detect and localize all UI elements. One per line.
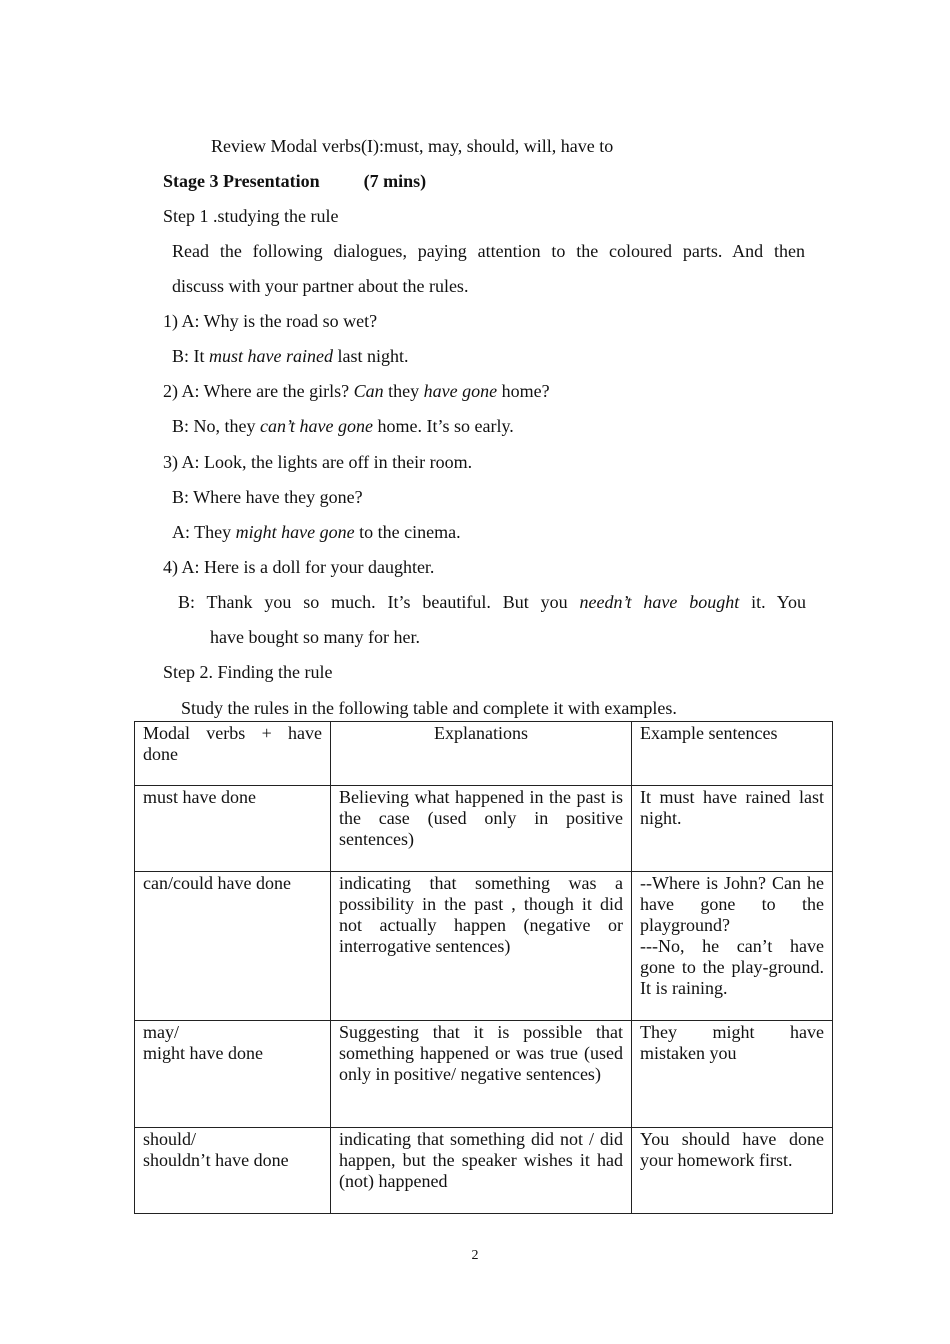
row-example — [632, 872, 833, 1021]
dialogue-2-b-em: can’t have gone — [260, 416, 373, 436]
dialogue-4-b-pre: B: Thank you so much. It’s beautiful. But you — [178, 592, 580, 612]
stage-title: Stage 3 Presentation — [163, 171, 320, 191]
row-verb: must have done — [135, 786, 331, 872]
dialogue-4-b-em: needn’t have bought — [579, 592, 740, 612]
dialogue-3-c-post: to the cinema. — [354, 522, 461, 542]
row-explanation: Suggesting that it is possible that something happened or was true (used only in positive/ negative sentences) — [331, 1021, 632, 1128]
dialogue-2-a-mid: they — [383, 381, 424, 401]
dialogue-1-b-post: last night. — [333, 346, 409, 366]
dialogue-2-a-pre: 2) A: Where are the girls? — [163, 381, 354, 401]
dialogue-2-b-post: home. It’s so early. — [372, 416, 514, 436]
dialogue-4-b — [178, 591, 806, 613]
dialogue-3-a: 3) A: Look, the lights are off in their room. — [163, 452, 473, 472]
header-examples: Example sentences — [632, 722, 833, 786]
header-modal-verbs: Modal verbs + have done — [135, 722, 331, 786]
row-verb-line-1: may/ — [143, 1022, 179, 1042]
step1-instruction-2: discuss with your partner about the rules. — [172, 276, 469, 296]
rules-table — [134, 721, 833, 1214]
stage-heading — [163, 170, 426, 192]
row-example: They might have mistaken you — [632, 1021, 833, 1128]
page-number: 2 — [471, 1248, 479, 1263]
row-explanation: indicating that something was a possibility in the past , though it did not actually happen (negative or interrogative sentences) — [331, 872, 632, 1021]
header-explanations: Explanations — [331, 722, 632, 786]
dialogue-4-b-cont: have bought so many for her. — [210, 627, 420, 647]
table-row — [135, 1128, 833, 1214]
dialogue-4-b-post: it. You — [739, 592, 806, 612]
step2-title: Step 2. Finding the rule — [163, 662, 333, 682]
row-explanation: Believing what happened in the past is the case (used only in positive sentences) — [331, 786, 632, 872]
row-verb — [135, 1128, 331, 1214]
dialogue-1-a: 1) A: Why is the road so wet? — [163, 311, 378, 331]
row-verb-line-2: shouldn’t have done — [143, 1150, 289, 1170]
dialogue-2-b-pre: B: No, they — [172, 416, 260, 436]
row-verb — [135, 1021, 331, 1128]
row-example-line-2: ---No, he can’t have gone to the play-ground. It is raining. — [640, 936, 824, 998]
row-verb-line-2: might have done — [143, 1043, 263, 1063]
step2-instruction: Study the rules in the following table and complete it with examples. — [181, 698, 677, 718]
row-example: You should have done your homework first. — [632, 1128, 833, 1214]
dialogue-1-b — [172, 345, 409, 367]
row-verb-line-1: should/ — [143, 1129, 197, 1149]
dialogue-3-c — [172, 521, 461, 543]
table-row — [135, 786, 833, 872]
table-row — [135, 1021, 833, 1128]
table-row — [135, 872, 833, 1021]
review-line: Review Modal verbs(I):must, may, should, will, have to — [211, 136, 614, 156]
row-example: It must have rained last night. — [632, 786, 833, 872]
step1-title: Step 1 .studying the rule — [163, 206, 339, 226]
dialogue-2-b — [172, 415, 514, 437]
row-explanation: indicating that something did not / did happen, but the speaker wishes it had (not) happened — [331, 1128, 632, 1214]
dialogue-2-a — [163, 380, 550, 402]
row-example-line-1: --Where is John? Can he have gone to the playground? — [640, 873, 824, 935]
dialogue-1-b-pre: B: It — [172, 346, 210, 366]
dialogue-3-c-pre: A: They — [172, 522, 236, 542]
row-verb: can/could have done — [135, 872, 331, 1021]
step1-instruction-1: Read the following dialogues, paying attention to the coloured parts. And then — [172, 241, 805, 261]
dialogue-2-a-em1: Can — [353, 381, 384, 401]
dialogue-3-b: B: Where have they gone? — [172, 487, 363, 507]
dialogue-3-c-em: might have gone — [235, 522, 355, 542]
dialogue-1-b-em: must have rained — [209, 346, 333, 366]
dialogue-2-a-post: home? — [497, 381, 550, 401]
stage-duration: (7 mins) — [363, 171, 427, 191]
dialogue-2-a-em2: have gone — [423, 381, 498, 401]
table-header-row — [135, 722, 833, 786]
dialogue-4-a: 4) A: Here is a doll for your daughter. — [163, 557, 435, 577]
